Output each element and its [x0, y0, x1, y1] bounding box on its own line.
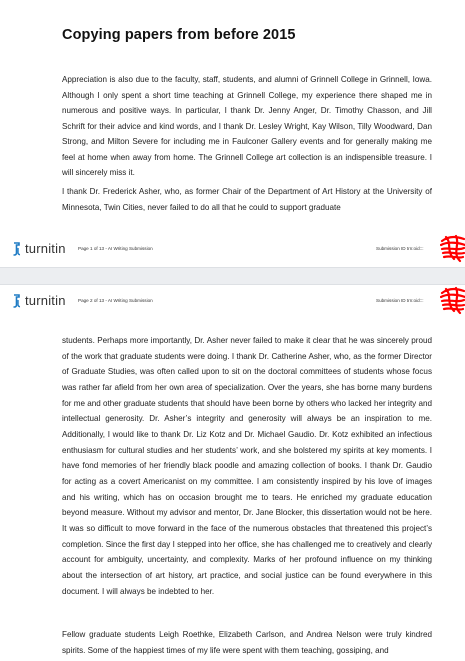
turnitin-mark-icon — [12, 294, 22, 308]
page-title: Copying papers from before 2015 — [62, 27, 296, 43]
redaction-scribble-2 — [440, 285, 465, 315]
turnitin-logo-2 — [12, 293, 66, 308]
turnitin-logo-text: turnitin — [25, 241, 66, 256]
turnitin-logo-text: turnitin — [25, 293, 66, 308]
redaction-scribble-1 — [440, 233, 465, 263]
page-number-1: Page 1 of 13 - AI Writing Submission — [78, 246, 153, 251]
turnitin-mark-icon — [12, 242, 22, 256]
paragraph-grinnell: Appreciation is also due to the faculty, staff, students, and alumni of Grinnell College in Grinnell, Iowa. Although I only spent a short time teaching at Grinnell College, my experience there shaped me in numerous and positive ways. In particular, I thank Dr. Jenny Anger, Dr. Timothy Chasson, and Jill Schrift for their advice and kind words, and I thank Dr. Lesley Wright, Kay Wilson, Tilly Woodward, Dan Strong, and Milton Severe for including me in Faulconer Gallery events and for generally making me feel at home when away from home. The Grinnell College art collection is an indispensible treasure. I will sincerely miss it. — [62, 75, 432, 177]
page-1-footer — [0, 239, 465, 261]
paragraph-asher-start: I thank Dr. Frederick Asher, who, as former Chair of the Department of Art History at the University of Minnesota, Twin Cities, never failed to do all that he could to support graduate — [62, 187, 432, 212]
paragraph-fellow-students: Fellow graduate students Leigh Roethke, Elizabeth Carlson, and Andrea Nelson were truly kindred spirits. Some of the happiest times of my life were spent with them teaching, gossiping, and — [62, 630, 432, 655]
submission-id-2: Submission ID trn:oid::: — [376, 298, 424, 303]
page-number-2: Page 2 of 13 - AI Writing Submission — [78, 298, 153, 303]
submission-id-1: Submission ID trn:oid::: — [376, 246, 424, 251]
page-2-header — [0, 291, 465, 313]
paragraph-asher-continued: students. Perhaps more importantly, Dr. Asher never failed to make it clear that he was sincerely proud of the work that graduate students were doing. I thank Dr. Catherine Asher, who, as the former Director of Graduate Studies, was often called upon to sit on the doctoral committees of students whose focus was rather far afield from her own area of specialization. Over the years, she has borne many burdens for me and other graduate students that should have been borne by others who lacked her integrity and intellectual generosity. Dr. Asher’s integrity and generosity will always be an inspiration to me. Additionally, I would like to thank Dr. Liz Kotz and Dr. Michael Gaudio. Dr. Kotz exhibited an infectious enthusiasm for cultural studies and her students’ work, and she bolstered my spirits at key moments. I have fond memories of her friendly black poodle and amazing collection of books. I thank Dr. Gaudio for acting as a covert Americanist on my committee. I am consistently inspired by his love of images and his writing, which has on occasion brought me to tears. He enriched my graduate education beyond measure. Without my advisor and mentor, Dr. Jane Blocker, this dissertation would not be here. It was so difficult to move forward in the face of the numerous obstacles that threatened this project’s completion. Since the first day I stepped into her office, she has challenged me to creatively and clearly account for ambiguity, uncertainty, and complexity. Marks of her profound influence on my thinking about the intersection of art history, art practice, and social justice can be found everywhere in this document. I will always be indebted to her. — [62, 336, 432, 596]
turnitin-logo — [12, 241, 66, 256]
page-separator — [0, 267, 465, 285]
